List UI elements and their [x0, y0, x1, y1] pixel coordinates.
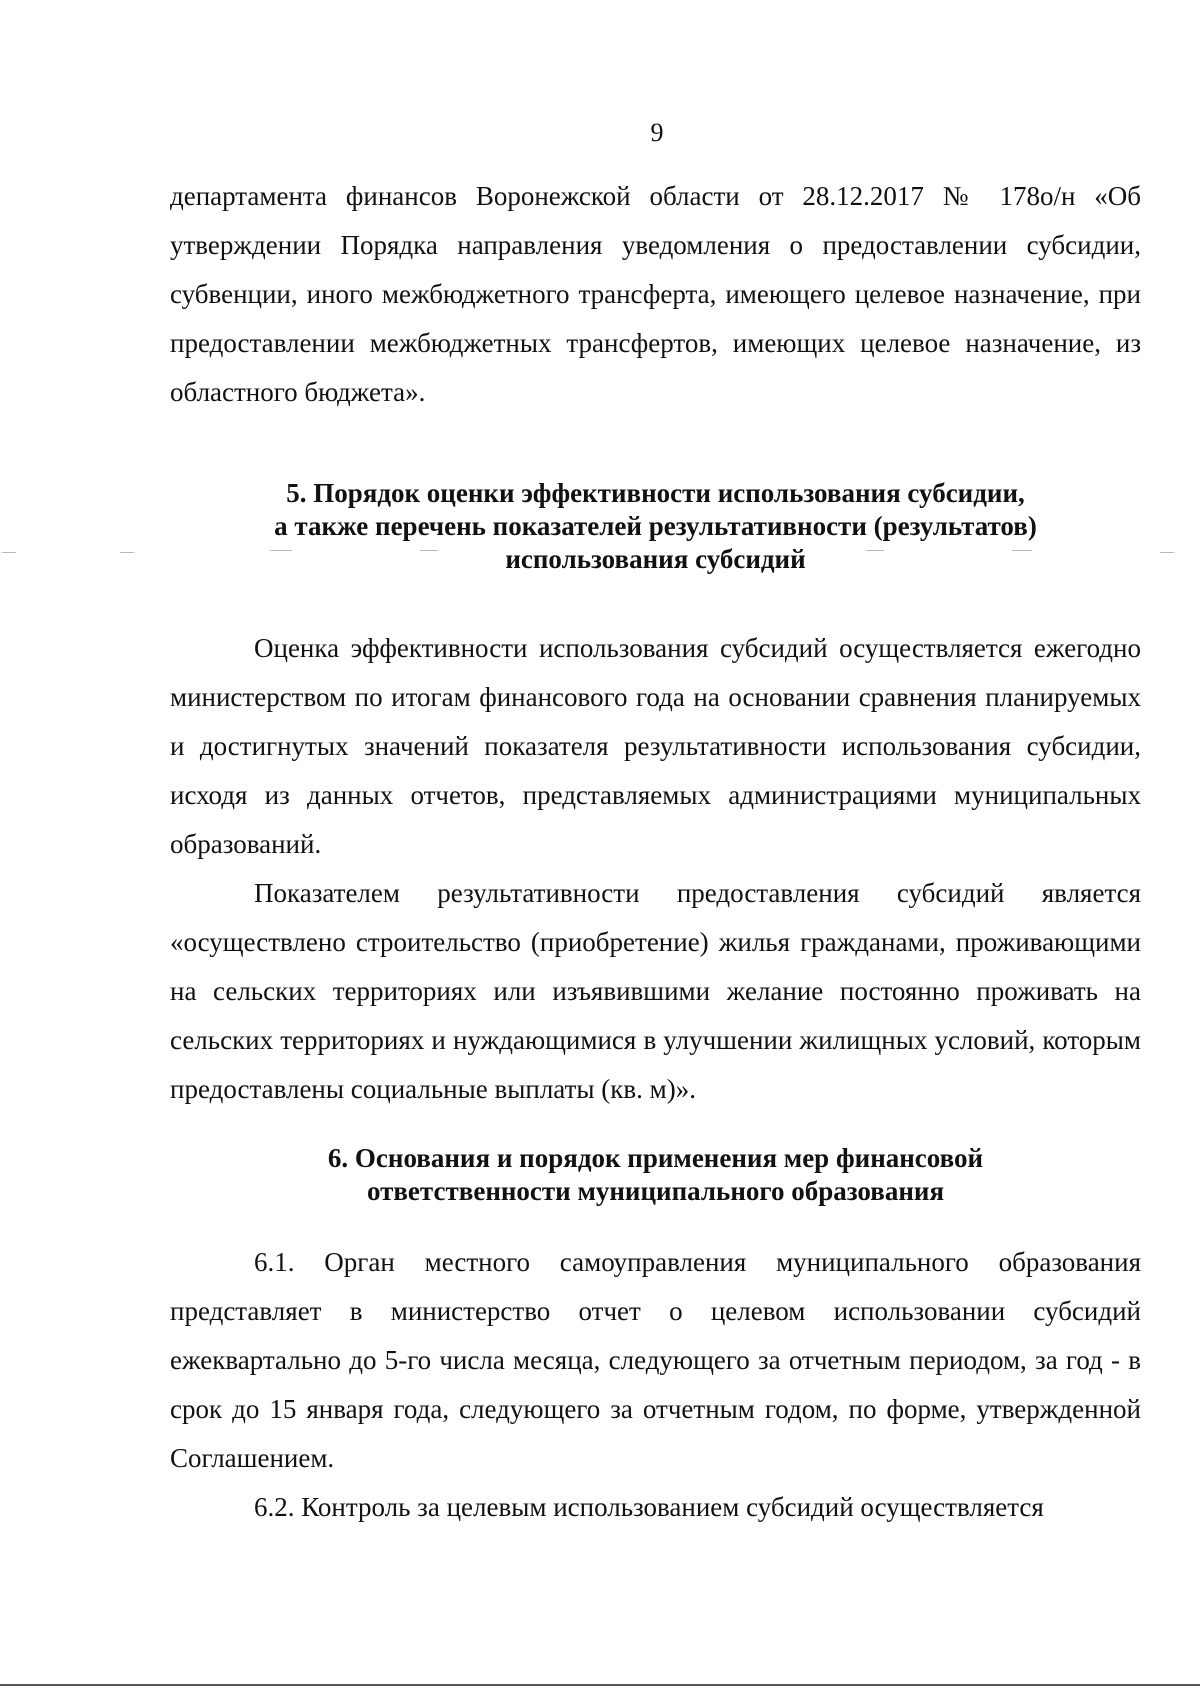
section-6-paragraph: 6.1. Орган местного самоуправления муниципального образования представляет в министерство отчет о целевом использовании субсидий ежеквартально до 5-го числа месяца, следующего за отчетным периодом, за год - в срок до 15 января года, следующего за отчетным годом, по форме, утвержденной Соглашением.: [170, 1247, 1141, 1473]
intro-paragraph: департамента финансов Воронежской области от 28.12.2017 № 178о/н «Об утверждении Порядка направления уведомления о предоставлении субсидии, субвенции, иного межбюджетного трансферта, имеющего целевое назначение, при предоставлении межбюджетных трансфертов, имеющих целевое назначение, из областного бюджета».: [170, 181, 1141, 407]
page-bottom-edge: [0, 1684, 1200, 1686]
section-6-heading: [170, 1142, 1141, 1208]
section-6-heading-line: ответственности муниципального образования: [366, 1176, 945, 1206]
section-5-heading-line: 5. Порядок оценки эффективности использования субсидии,: [286, 478, 1025, 508]
section-5-heading-line: использования субсидий: [505, 544, 806, 574]
section-6-heading-line: 6. Основания и порядок применения мер финансовой: [327, 1143, 984, 1173]
scan-artifact-dash: [2, 552, 16, 553]
section-6-paragraph: 6.2. Контроль за целевым использованием субсидий осуществляется: [254, 1492, 1044, 1522]
section-5-heading-line: а также перечень показателей результативности (результатов): [274, 511, 1037, 541]
section-5-paragraph: Оценка эффективности использования субсидий осуществляется ежегодно министерством по итогам финансового года на основании сравнения планируемых и достигнутых значений показателя результативности использования субсидии, исходя из данных отчетов, представляемых администрациями муниципальных образований.: [170, 633, 1141, 859]
section-5-heading: [170, 477, 1141, 576]
page-number: 9: [650, 118, 664, 147]
section-5-paragraph: Показателем результативности предоставления субсидий является «осуществлено строительство (приобретение) жилья гражданами, проживающими на сельских территориях или изъявившими желание постоянно проживать на сельских территориях и нуждающимися в улучшении жилищных условий, которым предоставлены социальные выплаты (кв. м)».: [170, 878, 1141, 1104]
document-body: [170, 172, 1141, 1532]
scan-artifact-dash: [120, 552, 134, 553]
scan-artifact-dash: [1160, 552, 1174, 553]
